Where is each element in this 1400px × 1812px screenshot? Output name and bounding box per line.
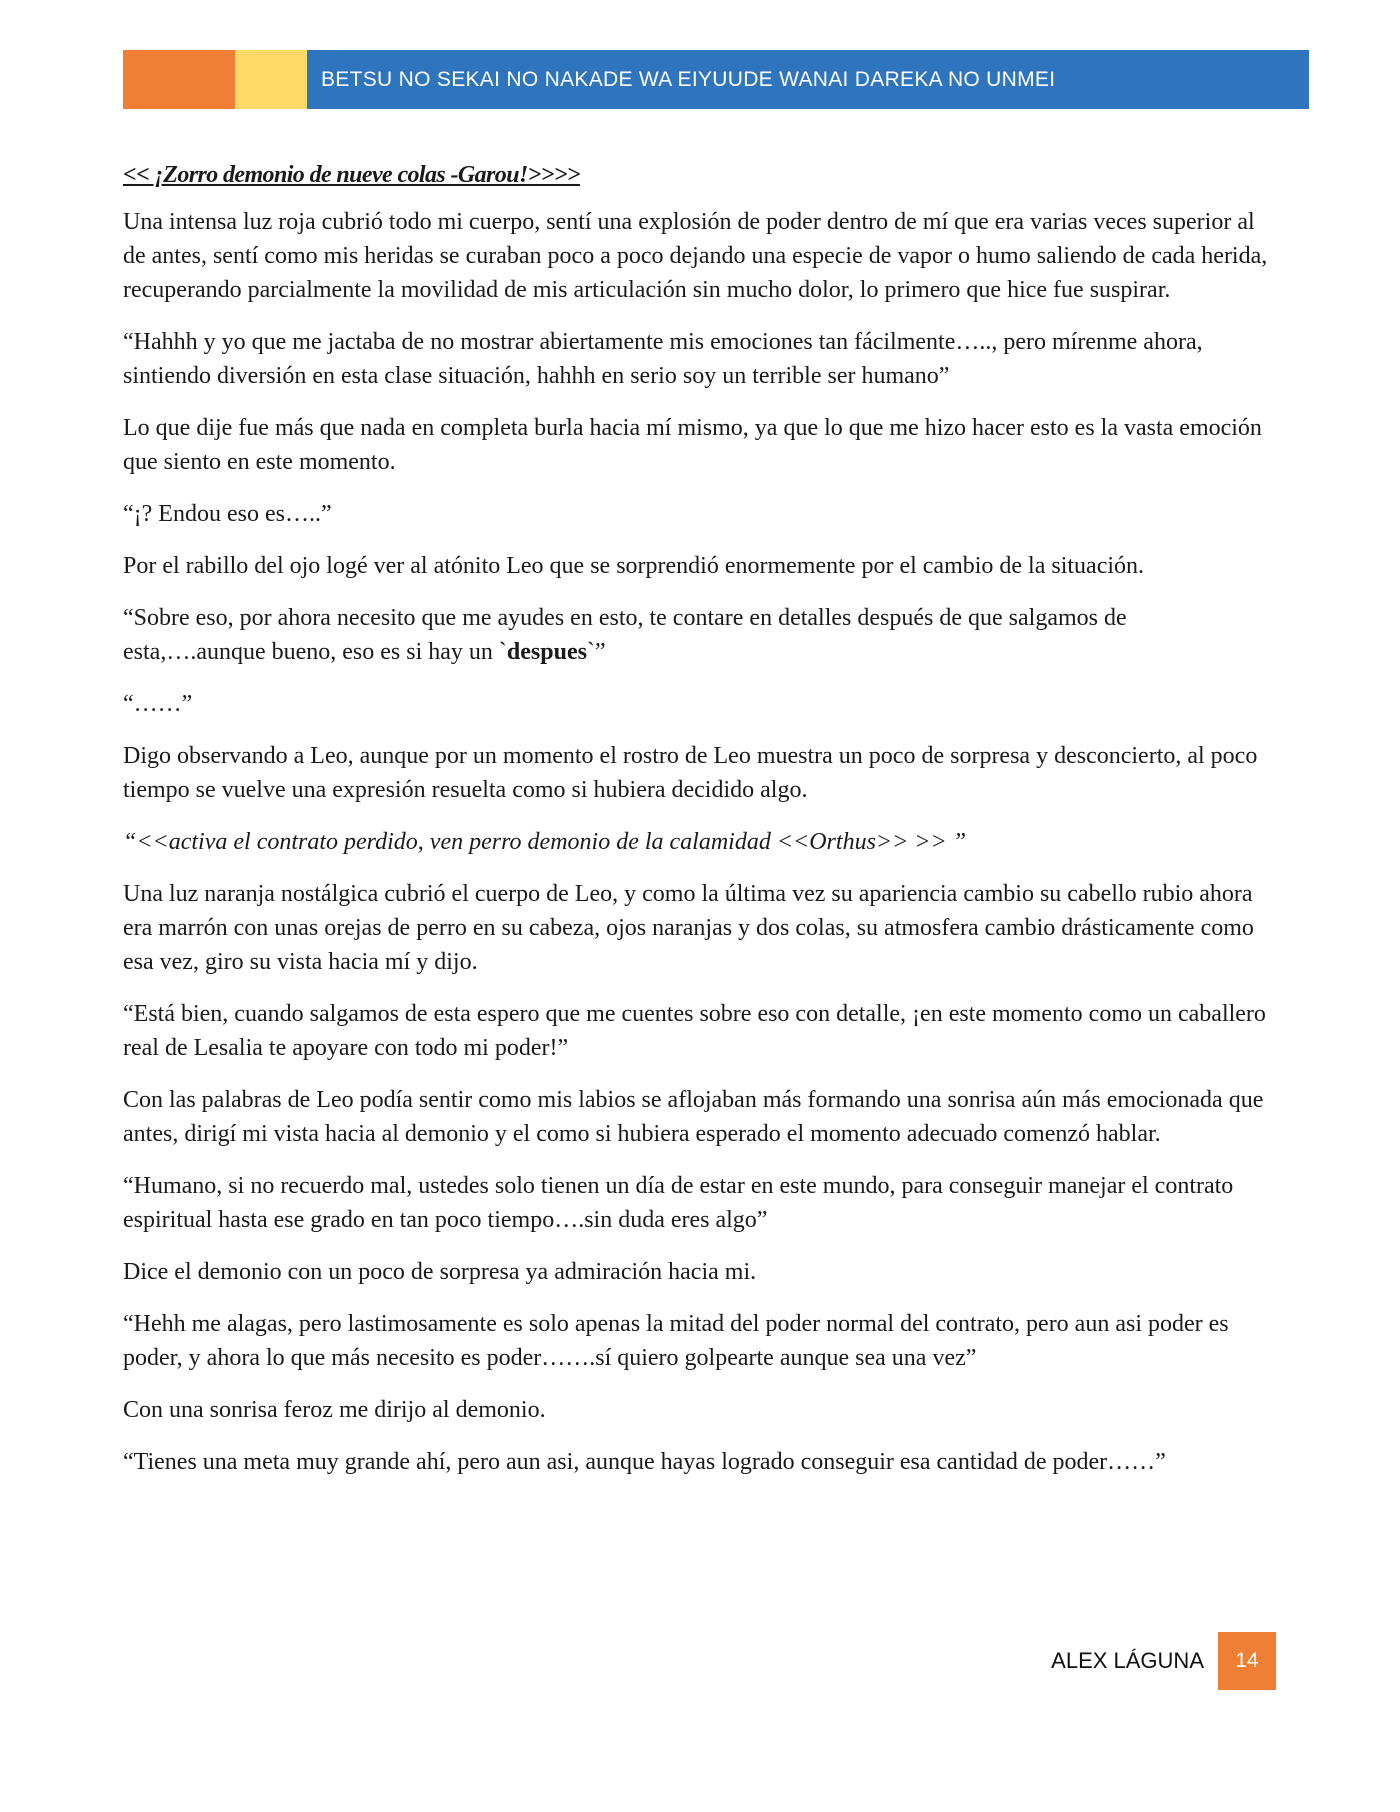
header-bar xyxy=(307,50,1309,109)
paragraph: Con las palabras de Leo podía sentir como mis labios se aflojaban más formando una sonrisa aún más emocionada que antes, dirigí mi vista hacia al demonio y el como si hubiera esperado el momento adecuado comenzó hablar. xyxy=(123,1087,1264,1147)
paragraph: “¡? Endou eso es…..” xyxy=(123,501,332,527)
paragraph: “……” xyxy=(123,691,193,717)
paragraph: “Hahhh y yo que me jactaba de no mostrar abiertamente mis emociones tan fácilmente….., pero mírenme ahora, sintiendo diversión en esta clase situación, hahhh en serio soy un terrible ser humano” xyxy=(123,329,1203,389)
page-number: 14 xyxy=(1218,1632,1276,1690)
paragraph: “Hehh me alagas, pero lastimosamente es solo apenas la mitad del poder normal del contrato, pero aun asi poder es poder, y ahora lo que más necesito es poder…….sí quiero golpearte aunque sea una vez” xyxy=(123,1311,1229,1371)
page-body xyxy=(123,162,1273,1497)
book-title: BETSU NO SEKAI NO NAKADE WA EIYUUDE WANAI DAREKA NO UNMEI xyxy=(321,67,1056,91)
header-accent-orange xyxy=(123,50,235,109)
paragraph: Una intensa luz roja cubrió todo mi cuerpo, sentí una explosión de poder dentro de mí que era varias veces superior al de antes, sentí como mis heridas se curaban poco a poco dejando una especie de vapor o humo saliendo de cada herida, recuperando parcialmente la movilidad de mis articulación sin mucho dolor, lo primero que hice fue suspirar. xyxy=(123,209,1268,303)
paragraph: Lo que dije fue más que nada en completa burla hacia mí mismo, ya que lo que me hizo hacer esto es la vasta emoción que siento en este momento. xyxy=(123,415,1262,475)
paragraph: “Está bien, cuando salgamos de esta espero que me cuentes sobre eso con detalle, ¡en este momento como un caballero real de Lesalia te apoyare con todo mi poder!” xyxy=(123,1001,1266,1061)
paragraph: Por el rabillo del ojo logé ver al atónito Leo que se sorprendió enormemente por el cambio de la situación. xyxy=(123,553,1145,579)
emphasized-word: despues xyxy=(506,639,587,665)
paragraph: Dice el demonio con un poco de sorpresa ya admiración hacia mi. xyxy=(123,1259,757,1285)
incantation-line: “<<activa el contrato perdido, ven perro demonio de la calamidad <<Orthus>> >> ” xyxy=(123,829,967,855)
page-footer xyxy=(1000,1632,1276,1690)
paragraph: Digo observando a Leo, aunque por un momento el rostro de Leo muestra un poco de sorpresa y desconcierto, al poco tiempo se vuelve una expresión resuelta como si hubiera decidido algo. xyxy=(123,743,1258,803)
header-accent-yellow xyxy=(235,50,307,109)
chapter-heading: << ¡Zorro demonio de nueve colas -Garou!>>>> xyxy=(123,162,580,188)
paragraph: Una luz naranja nostálgica cubrió el cuerpo de Leo, y como la última vez su apariencia cambio su cabello rubio ahora era marrón con unas orejas de perro en su cabeza, ojos naranjas y dos colas, su atmosfera cambio drásticamente como esa vez, giro su vista hacia mí y dijo. xyxy=(123,881,1254,975)
paragraph: “Humano, si no recuerdo mal, ustedes solo tienen un día de estar en este mundo, para conseguir manejar el contrato espiritual hasta ese grado en tan poco tiempo….sin duda eres algo” xyxy=(123,1173,1234,1233)
paragraph-despues xyxy=(123,601,1273,669)
paragraph: Con una sonrisa feroz me dirijo al demonio. xyxy=(123,1397,546,1423)
paragraph: “Tienes una meta muy grande ahí, pero aun asi, aunque hayas logrado conseguir esa cantidad de poder……” xyxy=(123,1449,1166,1475)
paragraph-text: “Sobre eso, por ahora necesito que me ayudes en esto, te contare en detalles después de que salgamos de esta,….aunque bueno, eso es si hay un ` xyxy=(123,605,1127,665)
page-header xyxy=(123,50,1309,109)
author-name: ALEX LÁGUNA xyxy=(1051,1648,1204,1673)
paragraph-text: `” xyxy=(586,639,606,665)
